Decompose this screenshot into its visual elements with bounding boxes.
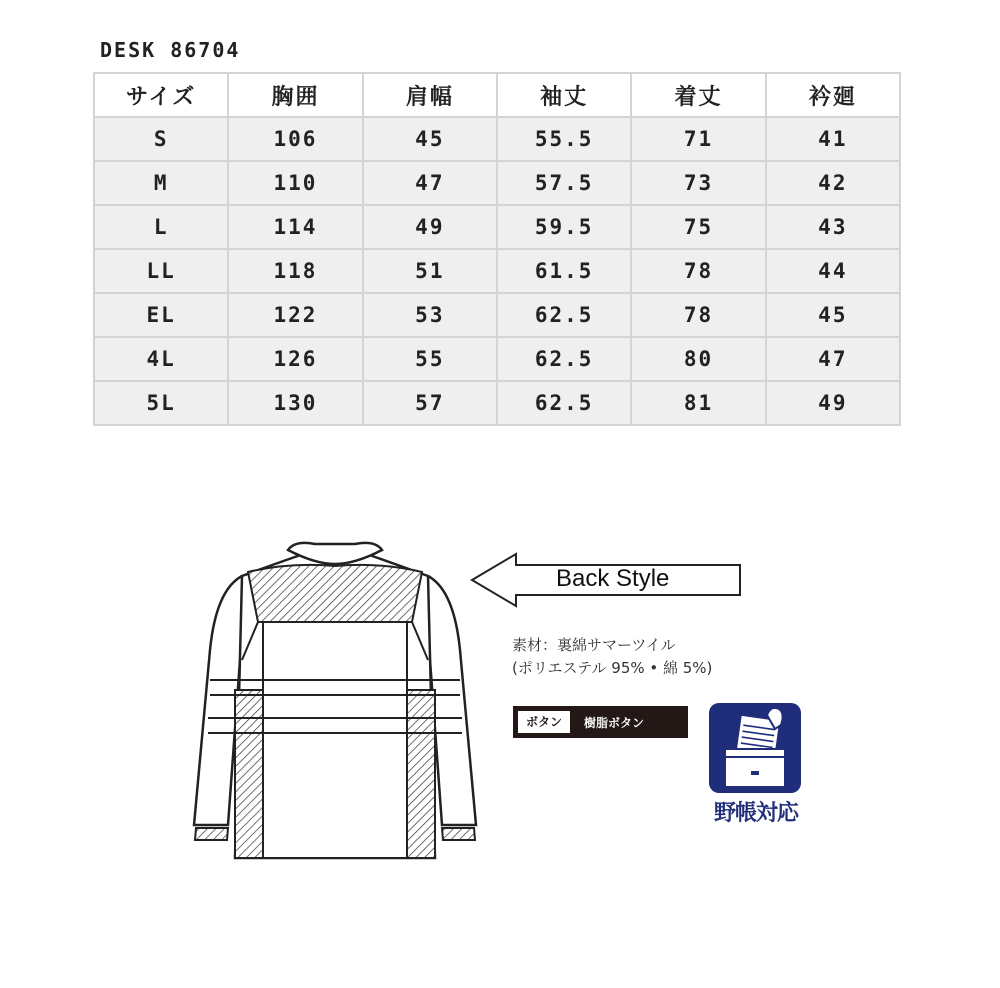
table-row — [94, 161, 900, 205]
header-shoulder: 肩幅 — [363, 73, 497, 117]
table-cell: 114 — [228, 205, 362, 249]
table-cell: LL — [94, 249, 228, 293]
table-row — [94, 249, 900, 293]
table-cell: 59.5 — [497, 205, 631, 249]
model-number: DESK 86704 — [100, 38, 241, 62]
header-sleeve: 袖丈 — [497, 73, 631, 117]
header-length: 着丈 — [631, 73, 765, 117]
table-row — [94, 117, 900, 161]
material-line-2: (ポリエステル 95% • 綿 5%) — [512, 659, 713, 677]
material-line-1: 素材：裏綿サマーツイル — [512, 636, 676, 654]
table-cell: 44 — [766, 249, 900, 293]
table-cell: 110 — [228, 161, 362, 205]
table-cell: L — [94, 205, 228, 249]
table-cell: 122 — [228, 293, 362, 337]
table-cell: 49 — [363, 205, 497, 249]
table-cell: 5L — [94, 381, 228, 425]
table-cell: 4L — [94, 337, 228, 381]
table-cell: 57.5 — [497, 161, 631, 205]
table-cell: 43 — [766, 205, 900, 249]
back-style-label: Back Style — [556, 565, 670, 592]
jacket-back-illustration — [190, 540, 480, 870]
table-cell: EL — [94, 293, 228, 337]
table-cell: 62.5 — [497, 337, 631, 381]
table-cell: 55.5 — [497, 117, 631, 161]
header-size: サイズ — [94, 73, 228, 117]
size-table-header-row — [94, 73, 900, 117]
button-spec — [513, 706, 688, 738]
table-cell: 71 — [631, 117, 765, 161]
table-cell: 41 — [766, 117, 900, 161]
table-cell: 47 — [363, 161, 497, 205]
table-cell: M — [94, 161, 228, 205]
table-cell: 78 — [631, 249, 765, 293]
header-collar: 衿廻 — [766, 73, 900, 117]
table-cell: 45 — [363, 117, 497, 161]
table-cell: 126 — [228, 337, 362, 381]
table-row — [94, 293, 900, 337]
size-table-body — [94, 117, 900, 425]
button-spec-value: 樹脂ボタン — [584, 715, 645, 730]
table-cell: 118 — [228, 249, 362, 293]
table-cell: 55 — [363, 337, 497, 381]
table-cell: 53 — [363, 293, 497, 337]
material-info — [512, 634, 712, 680]
notebook-compatible-badge — [709, 703, 801, 793]
table-cell: 61.5 — [497, 249, 631, 293]
table-row — [94, 337, 900, 381]
table-cell: 75 — [631, 205, 765, 249]
table-cell: S — [94, 117, 228, 161]
table-row — [94, 381, 900, 425]
header-chest: 胸囲 — [228, 73, 362, 117]
table-cell: 51 — [363, 249, 497, 293]
table-cell: 62.5 — [497, 293, 631, 337]
notebook-compatible-label: 野帳対応 — [713, 801, 798, 826]
notebook-pocket-icon — [709, 703, 801, 793]
table-row — [94, 205, 900, 249]
table-cell: 80 — [631, 337, 765, 381]
table-cell: 45 — [766, 293, 900, 337]
table-cell: 78 — [631, 293, 765, 337]
table-cell: 106 — [228, 117, 362, 161]
table-cell: 49 — [766, 381, 900, 425]
table-cell: 81 — [631, 381, 765, 425]
table-cell: 130 — [228, 381, 362, 425]
table-cell: 73 — [631, 161, 765, 205]
size-table — [93, 72, 901, 426]
table-cell: 47 — [766, 337, 900, 381]
table-cell: 57 — [363, 381, 497, 425]
button-spec-tag: ボタン — [518, 711, 570, 733]
table-cell: 62.5 — [497, 381, 631, 425]
table-cell: 42 — [766, 161, 900, 205]
